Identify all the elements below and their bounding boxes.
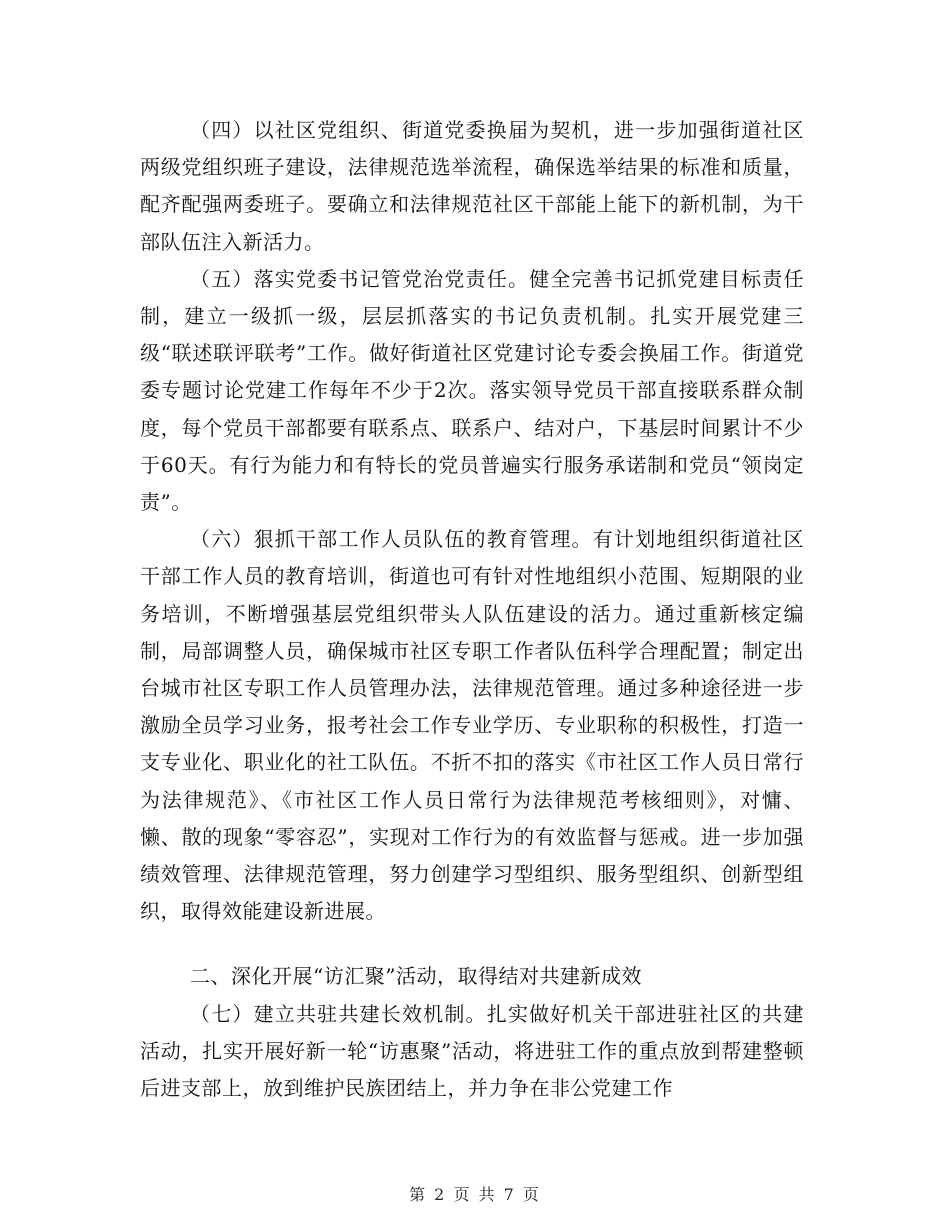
section-heading: 二、深化开展“访汇聚”活动，取得结对共建新成效 [190, 964, 642, 989]
page-number-footer: 第 2 页 共 7 页 [409, 1185, 541, 1204]
paragraph-4: （四）以社区党组织、街道党委换届为契机，进一步加强街道社区两级党组织班子建设，法律规范选举流程，确保选举结果的标准和质量，配齐配强两委班子。要确立和法律规范社区干部能上能下的新机制，为干部队伍注入新活力。 [140, 118, 804, 254]
paragraph-5: （五）落实党委书记管党治党责任。健全完善书记抓党建目标责任制，建立一级抓一级，层层抓落实的书记负责机制。扎实开展党建三级“联述联评联考”工作。做好街道社区党建讨论专委会换届工作。街道党委专题讨论党建工作每年不少于2次。落实领导党员干部直接联系群众制度，每个党员干部都要有联系点、联系户、结对户，下基层时间累计不少于60天。有行为能力和有特长的党员普遍实行服务承诺制和党员“领岗定责”。 [140, 266, 804, 515]
paragraph-6: （六）狠抓干部工作人员队伍的教育管理。有计划地组织街道社区干部工作人员的教育培训，街道也可有针对性地组织小范围、短期限的业务培训，不断增强基层党组织带头人队伍建设的活力。通过重新核定编制，局部调整人员，确保城市社区专职工作者队伍科学合理配置；制定出台城市社区专职工作人员管理办法，法律规范管理。通过多种途径进一步激励全员学习业务，报考社会工作专业学历、专业职称的积极性，打造一支专业化、职业化的社工队伍。不折不扣的落实《市社区工作人员日常行为法律规范》、《市社区工作人员日常行为法律规范考核细则》，对慵、懒、散的现象“零容忍”，实现对工作行为的有效监督与惩戒。进一步加强绩效管理、法律规范管理，努力创建学习型组织、服务型组织、创新型组织，取得效能建设新进展。 [140, 527, 804, 924]
paragraph-7: （七）建立共驻共建长效机制。扎实做好机关干部进驻社区的共建活动，扎实开展好新一轮“访惠聚”活动，将进驻工作的重点放到帮建整顿后进支部上，放到维护民族团结上，并力争在非公党建工作 [140, 1001, 804, 1101]
document-body [140, 112, 804, 1107]
